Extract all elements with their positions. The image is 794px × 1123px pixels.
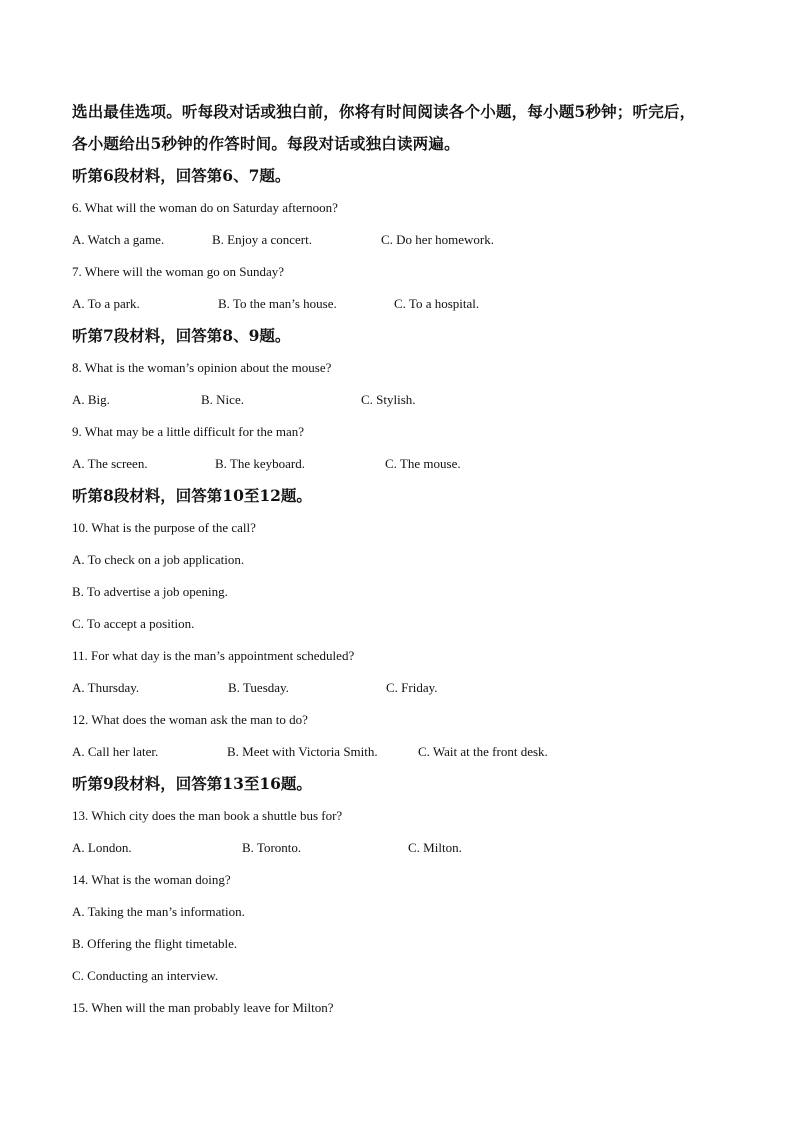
- options-row: [72, 672, 722, 704]
- options-row: [72, 384, 722, 416]
- instruction-line-2: 各小题给出5秒钟的作答时间。每段对话或独白读两遍。: [72, 134, 460, 153]
- options-row: [72, 224, 722, 256]
- section-heading: 听第7段材料，回答第8、9题。: [72, 326, 291, 345]
- option-a: A. Watch a game.: [72, 232, 165, 247]
- option-c: C. Wait at the front desk.: [418, 744, 548, 759]
- section-heading: 听第6段材料，回答第6、7题。: [72, 166, 291, 185]
- question-15: 15. When will the man probably leave for Milton?: [72, 1000, 334, 1015]
- question-11: 11. For what day is the man’s appointment scheduled?: [72, 648, 355, 663]
- option-b: B. The keyboard.: [215, 456, 306, 471]
- option-a: A. To a park.: [72, 296, 140, 311]
- question-8: 8. What is the woman’s opinion about the mouse?: [72, 360, 332, 375]
- option-c: C. To accept a position.: [72, 616, 195, 631]
- option-b: B. Offering the flight timetable.: [72, 936, 238, 951]
- option-a: A. Call her later.: [72, 744, 159, 759]
- section-heading: 听第8段材料，回答第10至12题。: [72, 486, 312, 505]
- option-c: C. Conducting an interview.: [72, 968, 219, 983]
- option-c: C. Milton.: [408, 840, 462, 855]
- document-page: [72, 96, 722, 1024]
- section-heading: 听第9段材料，回答第13至16题。: [72, 774, 312, 793]
- question-6: 6. What will the woman do on Saturday afternoon?: [72, 200, 338, 215]
- option-c: C. Do her homework.: [381, 232, 495, 247]
- question-13: 13. Which city does the man book a shuttle bus for?: [72, 808, 343, 823]
- question-12: 12. What does the woman ask the man to do?: [72, 712, 308, 727]
- option-a: A. To check on a job application.: [72, 552, 245, 567]
- option-a: A. London.: [72, 840, 132, 855]
- option-c: C. The mouse.: [385, 456, 461, 471]
- options-row: [72, 288, 722, 320]
- option-b: B. To advertise a job opening.: [72, 584, 228, 599]
- option-c: C. Friday.: [386, 680, 438, 695]
- question-10: 10. What is the purpose of the call?: [72, 520, 256, 535]
- instruction-line-1: 选出最佳选项。听每段对话或独白前，你将有时间阅读各个小题，每小题5秒钟；听完后，: [72, 102, 696, 121]
- option-b: B. To the man’s house.: [218, 296, 337, 311]
- question-9: 9. What may be a little difficult for the man?: [72, 424, 305, 439]
- option-b: B. Nice.: [201, 392, 244, 407]
- options-row: [72, 736, 722, 768]
- options-row: [72, 448, 722, 480]
- question-7: 7. Where will the woman go on Sunday?: [72, 264, 285, 279]
- option-b: B. Tuesday.: [228, 680, 289, 695]
- options-row: [72, 832, 722, 864]
- option-a: A. Taking the man’s information.: [72, 904, 245, 919]
- option-b: B. Toronto.: [242, 840, 302, 855]
- option-a: A. Big.: [72, 392, 110, 407]
- question-14: 14. What is the woman doing?: [72, 872, 231, 887]
- option-b: B. Meet with Victoria Smith.: [227, 744, 378, 759]
- option-b: B. Enjoy a concert.: [212, 232, 312, 247]
- option-a: A. Thursday.: [72, 680, 140, 695]
- option-a: A. The screen.: [72, 456, 148, 471]
- option-c: C. To a hospital.: [394, 296, 480, 311]
- option-c: C. Stylish.: [361, 392, 416, 407]
